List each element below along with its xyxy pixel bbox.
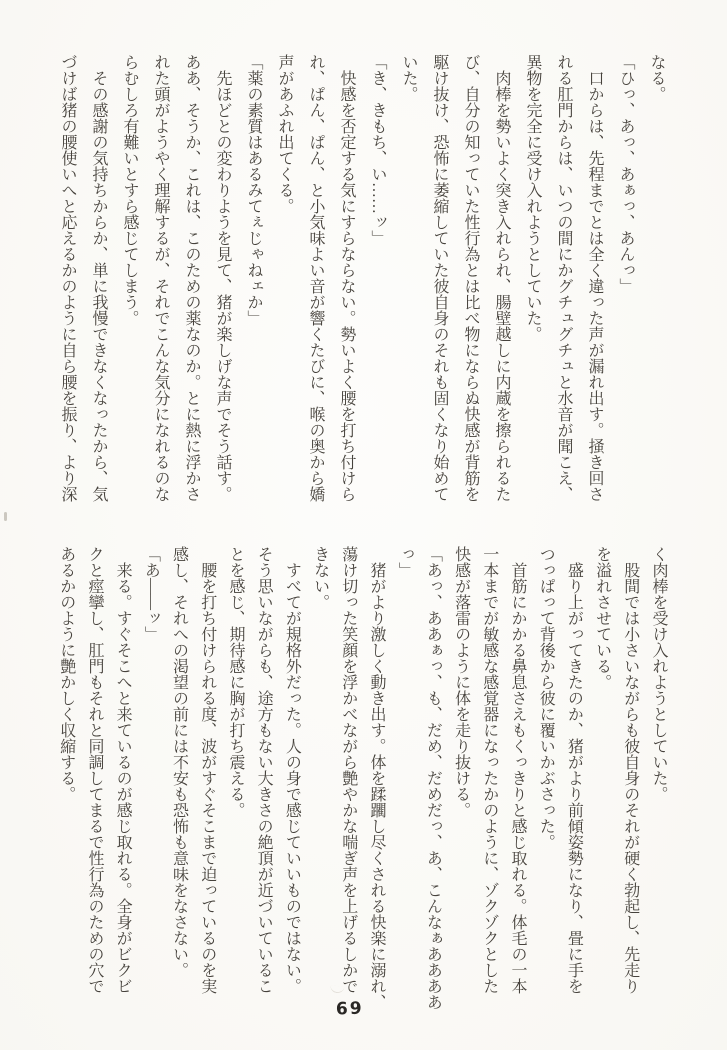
text-column: そう思いながらも、途方もない大きさの絶頂が近づいているこ [255, 546, 273, 994]
text-column: 盛り上がってきたのか、猪がより前傾姿勢になり、畳に手を [565, 546, 583, 994]
text-column: なる。 [648, 54, 665, 102]
text-column: すべてが規格外だった。人の身で感じていいものではない。 [283, 546, 301, 994]
text-column: 股間では小さいながらも彼自身のそれが硬く勃起し、先走り [621, 546, 639, 994]
text-column: つっぱって背後から彼に覆いかぶさった。 [537, 546, 555, 850]
text-column: 来る。すぐそこへと来ているのが感じ取れる。全身がビクビ [114, 546, 132, 994]
text-column: 「あっ、ああぁっ、も、だめ、だめだっ、あ、こんなぁああああ [424, 546, 442, 1010]
text-column: 口からは、先程までとは全く違った声が漏れ出す。掻き回さ [586, 54, 603, 502]
text-column: 感し、それへの渇望の前には不安も恐怖も意味をなさない。 [170, 546, 188, 978]
text-column: ああ、そうか、これは、このための薬なのか。とに熱に浮かさ [183, 54, 200, 502]
scan-artifact [4, 512, 7, 521]
text-column: らむしろ有難いとすら感じてしまう。 [121, 54, 138, 326]
text-column: クと痙攣し、肛門もそれと同調してまるで性行為のための穴で [85, 546, 103, 994]
text-column: 声があふれ出てくる。 [276, 54, 293, 214]
text-column: 異物を完全に受け入れようとしていた。 [524, 54, 541, 342]
text-column: れる肛門からは、いつの間にかグチュグチュと水音が聞こえ、 [555, 54, 572, 502]
text-column: っ」 [396, 546, 414, 578]
text-column: 「き、きもち、い……ッ」 [369, 54, 386, 246]
text-column: いた。 [400, 54, 417, 102]
text-column: 快感を否定する気にすらならない。勢いよく腰を打ち付けら [338, 54, 355, 502]
text-column: 蕩け切った笑顔を浮かべながら艶やかな喘ぎ声を上げるしかで [339, 546, 357, 994]
text-column: 「薬の素質はあるみてぇじゃねェか」 [245, 54, 262, 326]
text-column: 快感が落雷のように体を走り抜ける。 [452, 546, 470, 818]
top-text-band [52, 54, 672, 522]
text-column: 肉棒を勢いよく突き入れられ、腸壁越しに内蔵を擦られるた [493, 54, 510, 502]
bottom-text-band [52, 546, 672, 1014]
text-column: を溢れさせている。 [593, 546, 611, 690]
text-column: 先ほどとの変わりようを見て、猪が楽しげな声でそう話す。 [214, 54, 231, 502]
text-column: 猪がより激しく動き出す。体を蹂躙し尽くされる快楽に溺れ、 [367, 546, 385, 1010]
text-column: 駆け抜け、恐怖に萎縮していた彼自身のそれも固くなり始めて [431, 54, 448, 502]
text-column: び、自分の知っていた性行為とは比べ物にならぬ快感が背筋を [462, 54, 479, 502]
text-column: づけば猪の腰使いへと応えるかのように自ら腰を振り、より深 [59, 54, 76, 502]
text-column: きない。 [311, 546, 329, 610]
text-column: その感謝の気持ちからか、単に我慢できなくなったから、気 [90, 54, 107, 502]
text-column: れた頭がようやく理解するが、それでこんな気分になれるのな [152, 54, 169, 502]
text-column: 腰を打ち付けられる度、波がすぐそこまで迫っているのを実 [198, 546, 216, 994]
text-column: く肉棒を受け入れようとしていた。 [650, 546, 667, 802]
text-column: あるかのように艶かしく収縮する。 [57, 546, 75, 802]
text-column: 一本までが敏感な感覚器になったかのように、ゾクゾクとした [480, 546, 498, 994]
text-column: 首筋にかかる鼻息さえもくっきりと感じ取れる。体毛の一本 [508, 546, 526, 994]
text-column: れ、ぱん、ぱん、と小気味よい音が響くたびに、喉の奥から嬌 [307, 54, 324, 502]
text-column: 「ひっ、あっ、あぁっ、あんっ」 [617, 54, 634, 294]
text-column: 「あ――ッ」 [142, 546, 160, 642]
page-number: 69 [335, 998, 365, 1020]
text-column: とを感じ、期待感に胸が打ち震える。 [226, 546, 244, 818]
